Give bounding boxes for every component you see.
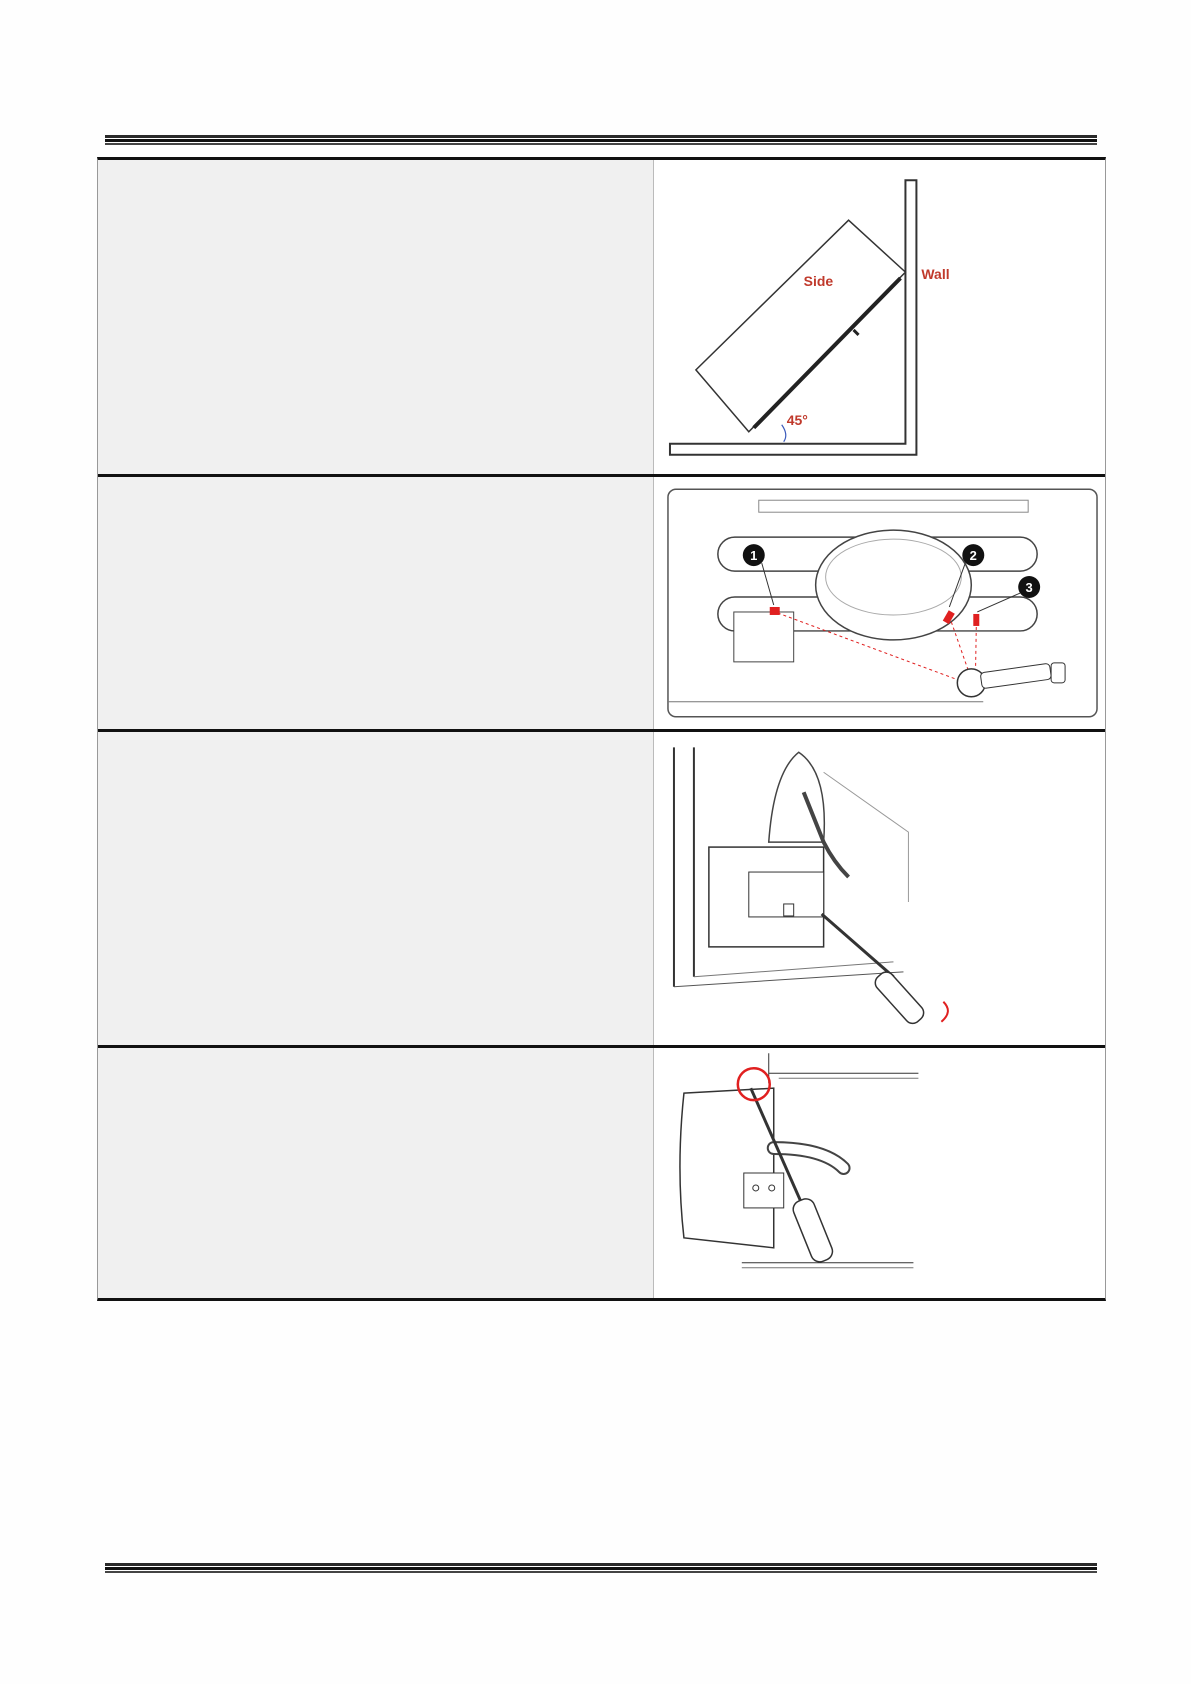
angle-arc [782, 425, 786, 442]
relay-screw-diagram [654, 732, 1105, 1045]
instruction-text-cell [98, 477, 654, 729]
table-row [98, 732, 1105, 1048]
compressor-pipes-figure [654, 477, 1105, 729]
label-wall: Wall [921, 266, 950, 283]
compressor [769, 752, 825, 842]
relay-box [734, 612, 794, 662]
label-side: Side [803, 273, 834, 290]
cut-point-1 [770, 607, 780, 615]
table-row [98, 160, 1105, 477]
instruction-text-cell [98, 160, 654, 474]
relay-clip-diagram [654, 1048, 1105, 1298]
footer-rule [105, 1563, 1097, 1573]
svg-text:2: 2 [969, 548, 977, 564]
screwdriver-icon [822, 914, 927, 1027]
cut-point-3 [973, 614, 979, 626]
svg-text:1: 1 [750, 548, 758, 564]
table-row [98, 477, 1105, 732]
header-rule [105, 135, 1097, 145]
compressor-pipe-diagram [654, 477, 1105, 729]
instruction-text-cell [98, 1048, 654, 1298]
fridge-tilt-figure [654, 160, 1105, 474]
table-row [98, 1048, 1105, 1298]
label-angle: 45° [786, 411, 808, 428]
relay-clip-figure [654, 1048, 1105, 1298]
svg-text:3: 3 [1025, 580, 1033, 596]
rotation-arrow [941, 1002, 948, 1022]
relay-screw-figure [654, 732, 1105, 1045]
fridge-tilt-diagram [654, 160, 1105, 474]
instruction-table [97, 157, 1106, 1301]
pipe-cutter-icon [957, 663, 1065, 697]
fridge-body [696, 220, 906, 432]
relay-housing [680, 1088, 774, 1248]
instruction-text-cell [98, 732, 654, 1045]
